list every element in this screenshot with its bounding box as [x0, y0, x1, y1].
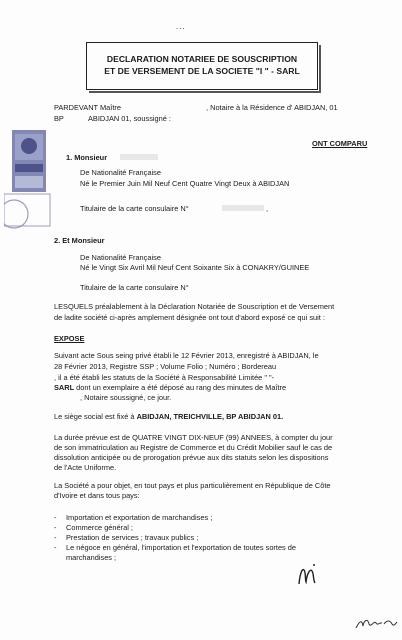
lesquels-line-2: de ladite société ci-après amplement désignée ont tout d'abord exposé ce qui suit : [54, 313, 325, 322]
intro-line-1a: PARDEVANT Maître [54, 103, 121, 112]
party2-nationality: De Nationalité Française [80, 253, 161, 262]
party1-birth: Né le Premier Juin Mil Neuf Cent Quatre Vingt Deux à ABIDJAN [80, 179, 290, 188]
list-item: Importation et exportation de marchandises ; [66, 513, 213, 522]
ont-comparu-heading: ONT COMPARU [312, 139, 368, 148]
intro-line-1b: , Notaire à la Résidence d' ABIDJAN, 01 [206, 103, 338, 112]
title-line-1: DECLARATION NOTARIEE DE SOUSCRIPTION [106, 54, 298, 64]
top-mark: ... [176, 22, 186, 31]
expose-p3-line-1: La durée prévue est de QUATRE VINGT DIX-NEUF (99) ANNEES, à compter du jour [54, 433, 333, 442]
bullet-2: - [54, 523, 57, 532]
expose-p1-line-5: , Notaire soussigné, ce jour. [80, 393, 172, 402]
handwritten-signature-icon [354, 614, 398, 632]
title-box [86, 42, 318, 90]
bullet-1: - [54, 513, 57, 522]
party1-label: 1. Monsieur [66, 153, 108, 162]
party2-birth: Né le Vingt Six Avril Mil Neuf Cent Soixante Six à CONAKRY/GUINEE [80, 263, 310, 272]
list-item: marchandises ; [66, 553, 117, 562]
expose-heading: EXPOSE [54, 334, 85, 343]
party1-nationality: De Nationalité Française [80, 168, 161, 177]
party2-card: Titulaire de la carte consulaire N° [80, 283, 189, 292]
party1-card-suffix: , [266, 204, 269, 213]
party1-card: Titulaire de la carte consulaire N° [80, 204, 189, 213]
list-item: Le négoce en général, l'importation et l'exportation de toutes sortes de [66, 543, 297, 552]
expose-p1-line-1: Suivant acte Sous seing privé établi le 12 Février 2013, enregistré à ABIDJAN, le [54, 351, 319, 360]
bullet-3: - [54, 533, 57, 542]
siege-address: ABIDJAN, TREICHVILLE, BP ABIDJAN 01. [136, 412, 284, 421]
intro-line-2a: BP [54, 114, 64, 123]
fiscal-stamp-icon [4, 124, 52, 232]
lesquels-line-1: LESQUELS préalablement à la Déclaration Notariée de Souscription et de Versement [54, 302, 335, 311]
expose-p1-line-3: , il a été établi les statuts de la Société à Responsabilité Limitée " "- [54, 373, 275, 382]
redacted-name-1 [120, 154, 158, 160]
party2-label: 2. Et Monsieur [54, 236, 105, 245]
title-line-2: ET DE VERSEMENT DE LA SOCIETE "I " - SARL [104, 66, 300, 76]
sarl-bold: SARL [54, 383, 75, 392]
redacted-card-1 [222, 205, 264, 211]
intro-line-2b: ABIDJAN 01, soussigné : [88, 114, 171, 123]
expose-p4-line-1: La Société a pour objet, en tout pays et plus particulièrement en République de Côte [54, 481, 331, 490]
expose-p4-line-2: d'Ivoire et dans tous pays: [54, 491, 140, 500]
expose-p1-line-2: 28 Février 2013, Registre SSP ; Volume Folio ; Numéro ; Bordereau [54, 362, 277, 371]
expose-p3-line-4: de l'Acte Uniforme. [54, 463, 117, 472]
handwritten-initial-icon [296, 560, 322, 588]
list-item: Commerce général ; [66, 523, 133, 532]
expose-p3-line-3: dissolution anticipée ou de prorogation prévue aux dits statuts selon les dispositions [54, 453, 329, 462]
bullet-4: - [54, 543, 57, 552]
expose-p3-line-2: de son immatriculation au Registre de Commerce et du Crédit Mobilier sauf le cas de [54, 443, 333, 452]
expose-p2 [54, 412, 283, 421]
expose-p1-line-4-rest: dont un exemplaire a été déposé au rang des minutes de Maître [74, 383, 287, 392]
siege-label: Le siège social est fixé à [54, 412, 137, 421]
list-item: Prestation de services ; travaux publics ; [66, 533, 199, 542]
expose-p1-line-4 [54, 383, 286, 392]
